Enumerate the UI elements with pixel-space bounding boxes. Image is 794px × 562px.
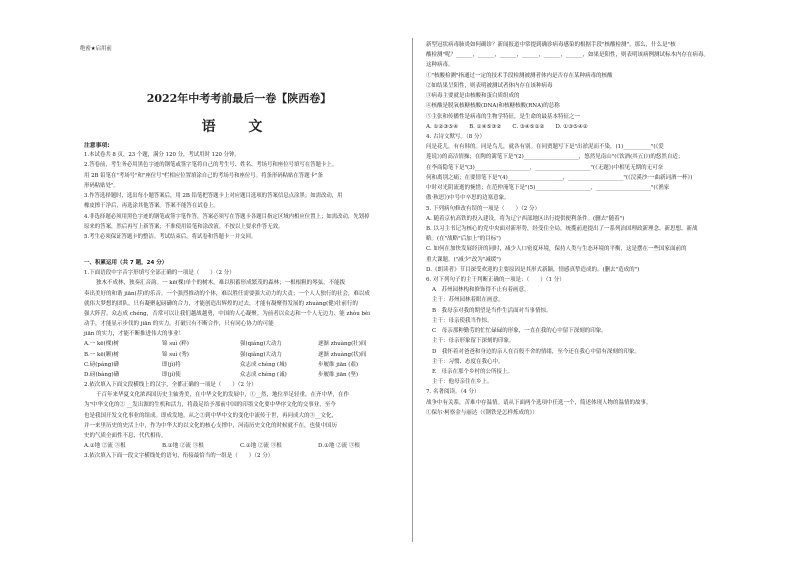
right-line: 6. 对下列句子的主干判断正确的一项是：（ ）（1 分） xyxy=(426,277,565,284)
right-line: 主干：习惯、态度在我心中。 xyxy=(432,358,504,365)
right-line: D 我怀着对爸爸和身边的亲人在百般不舍的情绪，至今还在我心中留有深刻的印象。 xyxy=(432,348,640,355)
right-line: ①"核酸检测"指通过一定的技术手段检测被测者体内是否存在某种病毒的核酸 xyxy=(426,72,613,79)
note-line: 形码粘贴处"。 xyxy=(84,182,119,189)
right-line: 4. 古诗文默写。（8 分） xyxy=(426,133,485,140)
option: 众志成 chéng (城) xyxy=(240,361,287,368)
q2-passage-line: 为"中华文化的② __发出源的生机和活力，将鼓足给予那前中国的印墨文化要中华序文化的交事业，至今 xyxy=(84,402,336,409)
q2-passage-line: 千百年来华夏文化浓西国历史主轴秀美，在中华文化的发展中，①__然，地位举足轻重，在齐中华，在作 xyxy=(96,392,350,399)
right-line: 酸检测"呢？______，______，______，______，______，______，如果是阳性，则表明该病例测试标本内存在病毒。 xyxy=(426,52,710,59)
option: 逐渐 zhuàng(状)间 xyxy=(318,351,367,358)
note-line: 4.非选择题必须用黑色字迹的钢笔或签字笔作答，答案必须写在答题卡各题目指定区域内相应位置上；如需改动，先划掉 xyxy=(84,213,370,220)
option: 即(jì)将 xyxy=(162,361,181,368)
right-line: A. 随着京杭高铁的投入建设，将为辽宁西部地区出行提供便利条件。(删去"随着") xyxy=(426,215,625,222)
q1-passage-line: 强大阵营。众志成 chéng，否常可以让我们越战越勇，中国的人心凝聚。为前者以众志和一个人无边力、能 zhòu bèi xyxy=(84,310,371,317)
option: 强(qiǎng)大动力 xyxy=(240,351,282,358)
option: 锦 suì (秀) xyxy=(162,351,189,358)
right-line: D.《朗读者》节目深受欢迎的主要原因是其形式新颖，情感真挚造成的。(删去"造成的") xyxy=(426,266,640,273)
option: A.一 kē(棵)树 xyxy=(84,341,119,348)
right-line: 重大课题。("减少"改为"减缓") xyxy=(426,256,501,263)
q2-passage-line: 史的气质全面性不息，代代相传。 xyxy=(84,432,167,439)
right-line: 在李商隐笔下是"(3)____________________，____________________"(《无题》)中相见无期的无可奈 xyxy=(426,164,664,171)
q1-passage-line: 就伟大梦想的团队。只有凝聚起磅礴的合力，才能创造出辉煌的过去，才能有凝聚得发展的 zhuàng(健)壮前行的 xyxy=(84,300,358,307)
q1-passage-line: 独木不成林，独奏汇音韵。一 kē(棵)单个的树木，难以积蓄形成繁茂的森林；一根根粗的琴弦，不能拨 xyxy=(96,280,346,287)
q1-option-row xyxy=(84,370,396,380)
q1-passage-line: 动手，才能显示步伐的 jiān 的实力。打破只有不断合作，只有同心协力的可能 xyxy=(84,321,274,328)
question-3: 3.依次填入下面一段文字横线处的语句，衔接最恰当的一组是（ ）（2 分） xyxy=(84,453,274,460)
option: 即(jí)使 xyxy=(162,371,181,378)
q2-option-row xyxy=(84,441,396,451)
right-line: 问是花儿，有有韩的。同是鸟儿，就各有别。在同贾题写下是"出淤泥而不染，(1)__________"(《爱 xyxy=(426,144,664,151)
option: 强(qiáng)大动力 xyxy=(240,341,282,348)
right-line: B 我母亲对我的期望是当作生活面对当事情惊。 xyxy=(432,307,552,314)
option: 步履维 jiān (坚) xyxy=(318,371,359,378)
option: 逐渐 zhuàng(壮)间 xyxy=(318,341,367,348)
right-line: 莲说》)的高洁情操；在陶的篱笔下是"(2)____________________，悠然见南山"(《饮酒(其五)》)的悠然自适； xyxy=(426,154,684,161)
q1-passage-line: jiān 的实力，才能不断推进伟大的事业！ xyxy=(84,331,185,338)
option: B.一 kē(颗)树 xyxy=(84,351,119,358)
subject-title: 语 文 xyxy=(201,119,277,135)
option: D.磅(bàng)礴 xyxy=(84,371,120,378)
note-line: 2.答卷前，考生务必用黑色字迹的钢笔或签字笔将自己的考生号、姓名、考场号和座位号填写在答题卡上。 xyxy=(84,162,338,169)
right-line: 5. 下列病句修改有误的一项是（ ）（2 分） xyxy=(426,205,540,212)
right-line: A. ①②③⑤④ B. ①④⑤③② C. ③④⑤①② D. ①③⑤④② xyxy=(426,123,588,130)
confidential-label: 绝密★启用前 xyxy=(80,46,112,52)
notes-list xyxy=(84,150,396,242)
right-line: C 母亲那种勤劳的忙忙碌碌的形象，一直在我的心中留下深刻的印象。 xyxy=(432,328,607,335)
note-line: 用 2B 铅笔在"考场号"和"座位号"栏相应位置填涂自己的考场号和座位号。将条形码粘贴在答题卡"条 xyxy=(84,172,323,179)
note-line: 5.考生必须保证答题卡的整洁。考试结束后，将试卷和答题卡一并交回。 xyxy=(84,234,257,241)
option: A.①地 ②流 ③根 xyxy=(84,443,126,450)
right-line: 7. 名著阅读。（4 分） xyxy=(426,389,480,396)
option: 众志成 chéng (诚) xyxy=(240,371,287,378)
note-line: 橡皮擦干净后，再选涂其他答案。答案不能答在试卷上。 xyxy=(84,203,219,210)
notes-heading: 注意事项: xyxy=(84,143,110,149)
exam-title: 2022年中考考前最后一卷【陕西卷】 xyxy=(146,92,332,105)
right-line: C. 如何在加快发展经济的同时，减少人口密度环境，保持人类与生态环境的平衡，这是摆在一些国家面前的 xyxy=(426,246,687,253)
question-2: 2.依次填入下面文段横线上的汉字，全都正确的一项是（ ）（2 分） xyxy=(84,382,257,389)
right-line: ⑤主张和传播性是病毒的生物学特征，是生命的最基本特征之一 xyxy=(426,113,581,120)
right-line: 中时对光阴流逝的惋惜；在范仲淹笔下是"(5)____________________，____________________"(《渔家 xyxy=(426,185,670,192)
right-line: 主干：母亲形象留下深刻的印象。 xyxy=(432,338,515,345)
right-line: B. 以习主书记为核心的党中央面对新形势，经受住全局，统揽前进提出了一系列治国理政新理念、新思想、新战 xyxy=(426,225,698,232)
right-line: 主干：苏州园林着眼在画意。 xyxy=(432,297,504,304)
column-divider xyxy=(412,38,413,542)
right-line: ③病毒主要就是由核酸和蛋白质组成的 xyxy=(426,93,520,100)
right-line: 傲·秋思》)中号中卒思的边塞意象。 xyxy=(426,195,510,202)
right-line: 主干：母亲使我当作惊。 xyxy=(432,317,493,324)
note-line: 3.作答选择题时，选出每小题答案后，用 2B 铅笔把答题卡上对应题目选项的答案信息点涂黑；如需改动，用 xyxy=(84,193,343,200)
right-line: 主干：他母亲住在乡上。 xyxy=(432,379,493,386)
option: 步履维 jiān (艰) xyxy=(318,361,359,368)
option: B.①地 ②流 ③根 xyxy=(162,443,204,450)
right-line: 新型冠状病毒肺炎如何确诊？新闻报道中常提到确诊病毒感染的根据手段"核酸检测"。那么，什么是"核 xyxy=(426,42,676,48)
right-line: E 母亲在那个乡村的公所接上。 xyxy=(432,369,514,375)
right-line: ②如结果呈阳性，则表明被测试者体内存在该种病毒 xyxy=(426,82,553,89)
option: C.磅(páng)礴 xyxy=(84,361,119,368)
left-column xyxy=(84,258,396,461)
section-heading: 一、积累运用（共 7 题，24 分） xyxy=(84,260,168,266)
right-column xyxy=(426,40,726,418)
right-line: ①保尔·柯察金与丽达（《钢铁是怎样炼成的》） xyxy=(426,409,538,416)
option: 锦 suì (粹) xyxy=(162,341,189,348)
q2-passage-line: 也是我国开发文化事业的组成。即成发地。从之②到中华中文的变化中流传于世，再问成大的③__文化， xyxy=(84,412,338,419)
right-line: 这种病毒。 xyxy=(426,62,454,69)
note-line: 原来的答案，然后再写上新答案；不准使用铅笔和涂改液。不按以上要求作答无效。 xyxy=(84,223,284,230)
right-line: ④核酸是脱氧核糖核酸(DNA)和核糖核酸(RNA)的总称 xyxy=(426,103,560,110)
right-line: 略。(在"战略"后加上"的目标") xyxy=(426,236,501,243)
option: C.①地 ②流 ③根 xyxy=(240,443,282,450)
q1-option-row xyxy=(84,350,396,360)
q1-option-row xyxy=(84,360,396,370)
q1-option-row xyxy=(84,339,396,349)
right-line: 战争中有关系，苦难中存温情。请从下面两个选项中任选一个，简述体现人物的温情的故事。 xyxy=(426,399,652,406)
option: D.①地 ②流 ③根 xyxy=(318,443,360,450)
right-line: 何和离别之痛；在要情笔下是"(4)____________________，____________________"(《浣溪沙·一曲新词酒一杯》) xyxy=(426,174,693,181)
q2-passage-line: 并一来里历史的史活上中，作为中华大的以文化的核心支撑中，河南历史文化的时候就不在，也使中国历 xyxy=(84,422,338,429)
question-1: 1.下面语段中字音字形填写全部正确的一项是（ ）（2 分） xyxy=(84,270,235,277)
note-line: 1.本试卷共 8 页，23 个题，满分 120 分，考试用时 120 分钟。 xyxy=(84,152,240,158)
q1-passage-line: 奏出美好的和谐 jiān(荐)的乐音。一个强烈推动的个体，难以胜任需要强大动力的大责；一个人人独行的社会，难以成 xyxy=(84,290,370,297)
right-line: A 苏州园林构和修饰得不止有着画意。 xyxy=(432,287,530,294)
